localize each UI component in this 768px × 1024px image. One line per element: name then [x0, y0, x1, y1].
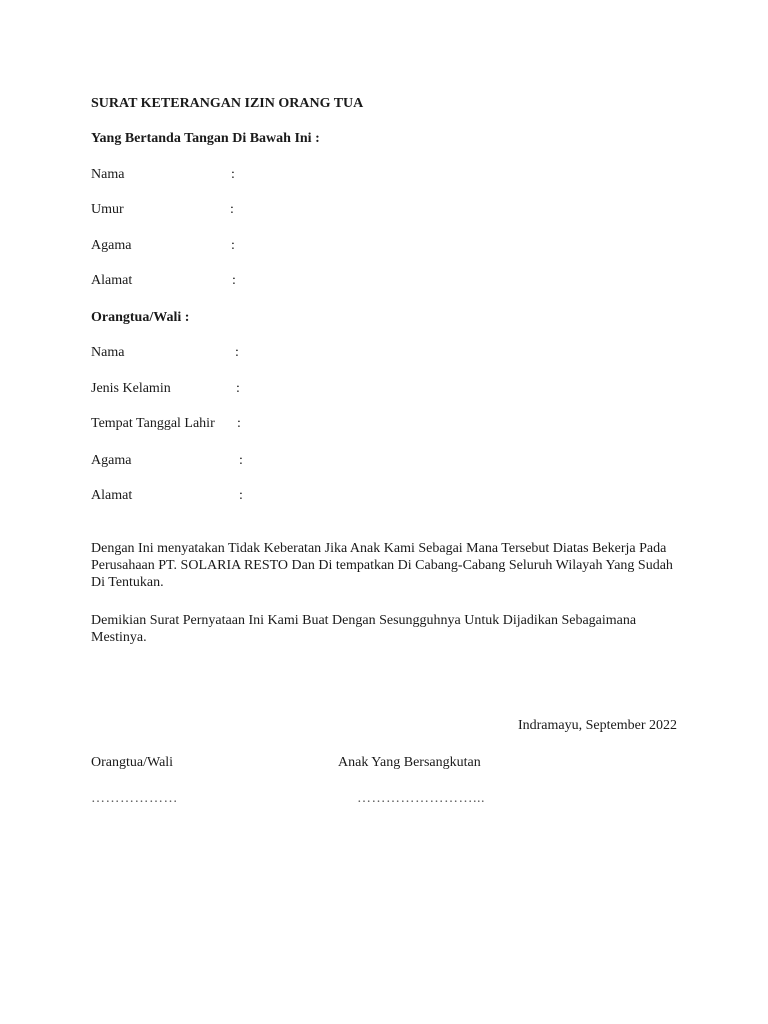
guardian-field-religion-colon: : — [239, 453, 243, 468]
signer-field-age-label: Umur — [91, 202, 124, 217]
guardian-field-address-label: Alamat — [91, 488, 133, 503]
signer-field-address-colon: : — [232, 273, 236, 288]
guardian-heading: Orangtua/Wali : — [91, 310, 190, 325]
guardian-field-birth-colon: : — [237, 416, 241, 431]
guardian-field-religion-label: Agama — [91, 453, 132, 468]
signer-field-religion-colon: : — [231, 238, 235, 253]
signer-field-religion-label: Agama — [91, 238, 132, 253]
document-page — [91, 0, 681, 1024]
signer-heading: Yang Bertanda Tangan Di Bawah Ini : — [91, 131, 320, 146]
guardian-field-birth-label: Tempat Tanggal Lahir — [91, 416, 215, 431]
guardian-field-gender-label: Jenis Kelamin — [91, 381, 171, 396]
statement-paragraph: Dengan Ini menyatakan Tidak Keberatan Jika Anak Kami Sebagai Mana Tersebut Diatas Bekerja Pada Perusahaan PT. SOLARIA RESTO Dan Di tempatkan Di Cabang-Cabang Seluruh Wilayah Yang Sudah Di Tentukan. — [91, 541, 673, 590]
signature-label-guardian: Orangtua/Wali — [91, 755, 174, 770]
signer-field-name-colon: : — [231, 167, 235, 182]
signer-field-name-label: Nama — [91, 167, 125, 182]
signature-line-child: ……………………... — [357, 791, 485, 806]
place-date: Indramayu, September 2022 — [517, 718, 677, 733]
document-title: SURAT KETERANGAN IZIN ORANG TUA — [91, 96, 364, 111]
signer-field-age-colon: : — [230, 202, 234, 217]
guardian-field-name-label: Nama — [91, 345, 125, 360]
signature-label-child: Anak Yang Bersangkutan — [338, 755, 481, 770]
signature-line-guardian: ……………… — [91, 791, 178, 806]
guardian-field-gender-colon: : — [236, 381, 240, 396]
signer-field-address-label: Alamat — [91, 273, 133, 288]
guardian-field-address-colon: : — [239, 488, 243, 503]
guardian-field-name-colon: : — [235, 345, 239, 360]
closing-paragraph: Demikian Surat Pernyataan Ini Kami Buat Dengan Sesungguhnya Untuk Dijadikan Sebagaimana Mestinya. — [91, 613, 637, 645]
